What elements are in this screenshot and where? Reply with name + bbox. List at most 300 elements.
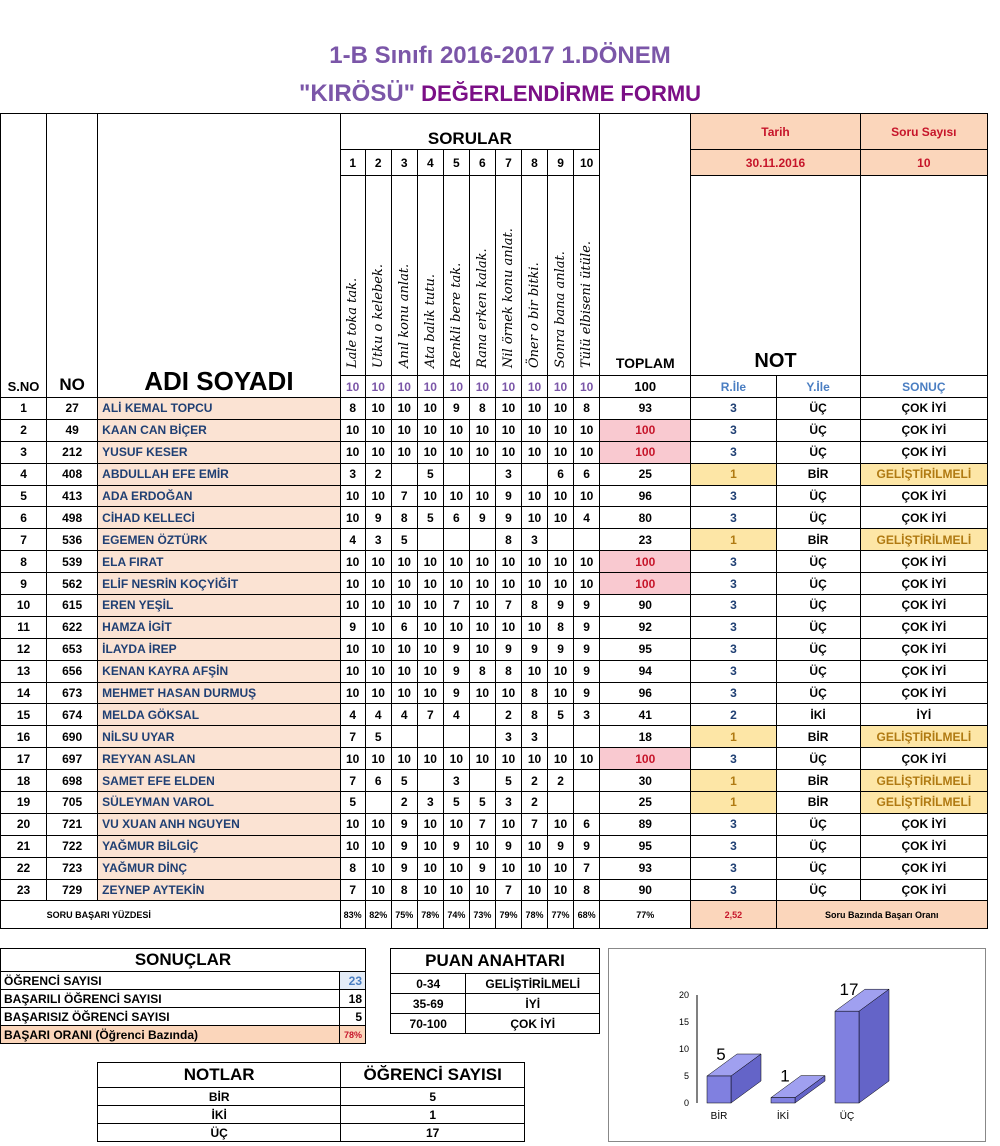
tarih-value: 30.11.2016 xyxy=(691,150,860,176)
y-tick-label: 10 xyxy=(678,1044,689,1054)
student-score: 10 xyxy=(391,748,417,770)
subtitle-rest: DEĞERLENDİRME FORMU xyxy=(415,81,702,106)
student-score: 9 xyxy=(365,507,391,529)
student-score: 9 xyxy=(574,660,600,682)
student-row xyxy=(1,879,988,901)
question-number: 6 xyxy=(469,150,495,176)
question-number: 5 xyxy=(443,150,469,176)
student-score: 10 xyxy=(574,485,600,507)
student-name: İLAYDA İREP xyxy=(98,638,340,660)
student-score: 8 xyxy=(469,660,495,682)
student-score: 5 xyxy=(443,792,469,814)
student-result: GELİŞTİRİLMELİ xyxy=(860,770,987,792)
student-score: 10 xyxy=(521,660,547,682)
student-row xyxy=(1,770,988,792)
student-total: 89 xyxy=(600,813,691,835)
sonuc-value: 23 xyxy=(340,972,366,990)
student-score: 10 xyxy=(365,616,391,638)
student-name: EGEMEN ÖZTÜRK xyxy=(98,529,340,551)
max-point: 10 xyxy=(548,376,574,398)
student-score: 9 xyxy=(574,835,600,857)
student-result: İYİ xyxy=(860,704,987,726)
student-score: 3 xyxy=(443,770,469,792)
student-score: 8 xyxy=(574,398,600,420)
student-score: 10 xyxy=(548,813,574,835)
student-no: 723 xyxy=(47,857,98,879)
grade-chart xyxy=(608,948,986,1142)
tarih-label: Tarih xyxy=(691,114,860,150)
question-success-pct: 82% xyxy=(365,901,391,929)
student-sno: 19 xyxy=(1,792,47,814)
student-y-grade: BİR xyxy=(776,792,860,814)
student-score: 10 xyxy=(548,398,574,420)
question-number: 2 xyxy=(365,150,391,176)
question-text: Ata balık tutu. xyxy=(422,274,438,368)
student-total: 18 xyxy=(600,726,691,748)
student-sno: 20 xyxy=(1,813,47,835)
student-y-grade: ÜÇ xyxy=(776,616,860,638)
max-point: 10 xyxy=(469,376,495,398)
student-score xyxy=(469,726,495,748)
student-score: 8 xyxy=(495,529,521,551)
student-score: 10 xyxy=(495,813,521,835)
student-y-grade: BİR xyxy=(776,770,860,792)
student-name: ALİ KEMAL TOPCU xyxy=(98,398,340,420)
student-score: 10 xyxy=(443,551,469,573)
student-y-grade: ÜÇ xyxy=(776,595,860,617)
question-number: 8 xyxy=(521,150,547,176)
student-score: 10 xyxy=(340,551,365,573)
student-score: 10 xyxy=(469,682,495,704)
y-ile-header: Y.İle xyxy=(776,376,860,398)
question-success-pct: 77% xyxy=(548,901,574,929)
student-row xyxy=(1,551,988,573)
question-text: Nil örnek konu anlat. xyxy=(500,228,516,368)
sonuc-header: SONUÇ xyxy=(860,376,987,398)
student-score xyxy=(548,792,574,814)
student-score: 5 xyxy=(417,507,443,529)
question-text: Öner o bir bitki. xyxy=(526,262,542,368)
student-name: YAĞMUR DİNÇ xyxy=(98,857,340,879)
max-point: 10 xyxy=(521,376,547,398)
student-score: 3 xyxy=(495,463,521,485)
student-name: NİLSU UYAR xyxy=(98,726,340,748)
student-score: 10 xyxy=(417,441,443,463)
student-row xyxy=(1,573,988,595)
question-success-pct: 73% xyxy=(469,901,495,929)
notlar-count: 17 xyxy=(341,1124,525,1142)
student-score: 10 xyxy=(365,485,391,507)
student-score: 8 xyxy=(340,398,365,420)
student-score: 10 xyxy=(365,638,391,660)
puan-anahtari-table xyxy=(390,948,600,1034)
student-score: 10 xyxy=(495,551,521,573)
student-total: 41 xyxy=(600,704,691,726)
student-total: 90 xyxy=(600,879,691,901)
question-number: 9 xyxy=(548,150,574,176)
puan-row xyxy=(391,1014,600,1034)
student-score: 10 xyxy=(574,419,600,441)
student-score: 10 xyxy=(469,441,495,463)
student-total: 95 xyxy=(600,638,691,660)
student-no: 615 xyxy=(47,595,98,617)
student-r-grade: 1 xyxy=(691,529,776,551)
student-score: 10 xyxy=(417,595,443,617)
student-r-grade: 3 xyxy=(691,441,776,463)
student-score: 2 xyxy=(391,792,417,814)
soru-sayisi-label: Soru Sayısı xyxy=(860,114,987,150)
sonuc-row xyxy=(1,990,366,1008)
student-score: 10 xyxy=(391,595,417,617)
student-y-grade: ÜÇ xyxy=(776,485,860,507)
student-sno: 9 xyxy=(1,573,47,595)
student-score: 10 xyxy=(417,398,443,420)
y-tick-label: 20 xyxy=(678,990,689,1000)
question-text-cell xyxy=(443,176,469,376)
y-tick-label: 0 xyxy=(683,1098,689,1108)
student-r-grade: 3 xyxy=(691,660,776,682)
student-score: 10 xyxy=(340,441,365,463)
student-r-grade: 3 xyxy=(691,616,776,638)
student-score: 10 xyxy=(417,638,443,660)
question-success-pct: 79% xyxy=(495,901,521,929)
student-score: 9 xyxy=(495,507,521,529)
question-text: Sonra bana anlat. xyxy=(553,251,569,368)
student-score: 9 xyxy=(443,835,469,857)
student-score: 10 xyxy=(340,835,365,857)
student-total: 100 xyxy=(600,573,691,595)
success-row xyxy=(1,901,988,929)
student-score: 10 xyxy=(365,595,391,617)
student-score: 9 xyxy=(391,835,417,857)
student-name: VU XUAN ANH NGUYEN xyxy=(98,813,340,835)
student-score: 10 xyxy=(469,573,495,595)
sonuc-row xyxy=(1,1008,366,1026)
notlar-col1: NOTLAR xyxy=(98,1063,341,1088)
max-point: 10 xyxy=(495,376,521,398)
student-result: GELİŞTİRİLMELİ xyxy=(860,792,987,814)
student-result: ÇOK İYİ xyxy=(860,813,987,835)
sonuc-row xyxy=(1,1026,366,1044)
student-score: 10 xyxy=(391,419,417,441)
average-grade: 2,52 xyxy=(691,901,776,929)
student-score: 8 xyxy=(391,507,417,529)
student-score: 10 xyxy=(417,682,443,704)
student-score: 10 xyxy=(469,485,495,507)
student-score: 10 xyxy=(391,441,417,463)
student-score: 10 xyxy=(417,835,443,857)
y-tick-label: 15 xyxy=(678,1017,689,1027)
student-score: 7 xyxy=(391,485,417,507)
question-text: Lale toka tak. xyxy=(345,277,361,368)
grade-chart-svg xyxy=(609,949,985,1141)
form-subtitle xyxy=(0,80,1000,108)
student-score: 10 xyxy=(548,441,574,463)
student-score: 3 xyxy=(574,704,600,726)
student-score: 9 xyxy=(495,485,521,507)
total-success-pct: 77% xyxy=(600,901,691,929)
student-name: ZEYNEP AYTEKİN xyxy=(98,879,340,901)
student-score: 8 xyxy=(548,616,574,638)
student-score: 10 xyxy=(417,813,443,835)
student-score xyxy=(443,726,469,748)
student-score: 10 xyxy=(365,398,391,420)
student-row xyxy=(1,682,988,704)
toplam-header: TOPLAM xyxy=(600,114,691,376)
student-y-grade: ÜÇ xyxy=(776,551,860,573)
student-score: 8 xyxy=(521,682,547,704)
question-text: Anıl konu anlat. xyxy=(396,263,412,368)
student-total: 25 xyxy=(600,463,691,485)
student-name: KENAN KAYRA AFŞİN xyxy=(98,660,340,682)
student-row xyxy=(1,398,988,420)
student-score: 3 xyxy=(417,792,443,814)
student-score: 10 xyxy=(391,398,417,420)
max-point: 10 xyxy=(365,376,391,398)
notlar-row xyxy=(98,1088,525,1106)
student-score: 10 xyxy=(340,595,365,617)
category-label: BİR xyxy=(710,1111,728,1122)
student-score: 10 xyxy=(391,682,417,704)
student-score xyxy=(417,770,443,792)
question-number: 7 xyxy=(495,150,521,176)
student-score: 10 xyxy=(469,638,495,660)
student-score xyxy=(443,463,469,485)
student-score: 9 xyxy=(495,835,521,857)
student-row xyxy=(1,726,988,748)
student-score: 10 xyxy=(417,879,443,901)
student-row xyxy=(1,616,988,638)
student-score: 10 xyxy=(521,616,547,638)
student-score: 5 xyxy=(365,726,391,748)
form-title: 1-B Sınıfı 2016-2017 1.DÖNEM xyxy=(329,42,671,69)
student-score xyxy=(469,529,495,551)
student-no: 721 xyxy=(47,813,98,835)
student-result: ÇOK İYİ xyxy=(860,748,987,770)
student-no: 697 xyxy=(47,748,98,770)
student-score: 4 xyxy=(391,704,417,726)
student-r-grade: 3 xyxy=(691,573,776,595)
student-score: 10 xyxy=(340,573,365,595)
student-result: ÇOK İYİ xyxy=(860,573,987,595)
student-score: 3 xyxy=(495,726,521,748)
sonuc-value: 5 xyxy=(340,1008,366,1026)
student-no: 705 xyxy=(47,792,98,814)
student-score: 10 xyxy=(340,813,365,835)
student-total: 94 xyxy=(600,660,691,682)
student-score: 10 xyxy=(548,660,574,682)
student-score: 10 xyxy=(574,441,600,463)
student-score: 10 xyxy=(340,419,365,441)
student-score xyxy=(469,704,495,726)
student-sno: 11 xyxy=(1,616,47,638)
student-score: 3 xyxy=(521,726,547,748)
student-score: 10 xyxy=(495,573,521,595)
student-score xyxy=(391,463,417,485)
max-point: 10 xyxy=(340,376,365,398)
bar xyxy=(771,1098,795,1103)
student-score: 6 xyxy=(391,616,417,638)
student-name: MELDA GÖKSAL xyxy=(98,704,340,726)
student-score: 9 xyxy=(443,682,469,704)
student-score xyxy=(574,529,600,551)
student-r-grade: 1 xyxy=(691,792,776,814)
student-y-grade: ÜÇ xyxy=(776,573,860,595)
student-score: 10 xyxy=(469,748,495,770)
student-result: ÇOK İYİ xyxy=(860,638,987,660)
student-total: 25 xyxy=(600,792,691,814)
student-name: ELA FIRAT xyxy=(98,551,340,573)
student-score: 7 xyxy=(417,704,443,726)
student-score: 10 xyxy=(391,573,417,595)
student-score: 10 xyxy=(495,441,521,463)
student-score: 4 xyxy=(365,704,391,726)
student-no: 622 xyxy=(47,616,98,638)
student-total: 92 xyxy=(600,616,691,638)
question-text-cell xyxy=(469,176,495,376)
student-score: 10 xyxy=(443,813,469,835)
student-result: GELİŞTİRİLMELİ xyxy=(860,529,987,551)
student-score: 10 xyxy=(443,573,469,595)
student-score: 7 xyxy=(340,726,365,748)
question-text-cell xyxy=(548,176,574,376)
student-score: 6 xyxy=(365,770,391,792)
student-score: 9 xyxy=(574,616,600,638)
question-text: Tülü elbiseni ütüle. xyxy=(579,240,595,368)
student-no: 408 xyxy=(47,463,98,485)
student-score: 9 xyxy=(469,507,495,529)
student-score: 7 xyxy=(340,879,365,901)
student-score: 9 xyxy=(521,638,547,660)
student-row xyxy=(1,857,988,879)
student-score: 10 xyxy=(521,573,547,595)
student-r-grade: 3 xyxy=(691,485,776,507)
student-score: 2 xyxy=(521,770,547,792)
max-total: 100 xyxy=(600,376,691,398)
student-no: 698 xyxy=(47,770,98,792)
student-total: 95 xyxy=(600,835,691,857)
sonuclar-title: SONUÇLAR xyxy=(1,949,366,972)
student-score: 9 xyxy=(574,682,600,704)
student-name: MEHMET HASAN DURMUŞ xyxy=(98,682,340,704)
student-score: 6 xyxy=(574,813,600,835)
student-r-grade: 3 xyxy=(691,835,776,857)
student-no: 673 xyxy=(47,682,98,704)
student-score: 8 xyxy=(574,879,600,901)
student-y-grade: BİR xyxy=(776,529,860,551)
student-score xyxy=(365,792,391,814)
student-no: 212 xyxy=(47,441,98,463)
student-name: ABDULLAH EFE EMİR xyxy=(98,463,340,485)
student-r-grade: 3 xyxy=(691,748,776,770)
student-score: 10 xyxy=(469,419,495,441)
student-y-grade: ÜÇ xyxy=(776,748,860,770)
student-row xyxy=(1,529,988,551)
puan-label: İYİ xyxy=(466,994,600,1014)
student-score: 10 xyxy=(548,573,574,595)
student-score: 10 xyxy=(340,748,365,770)
student-y-grade: İKİ xyxy=(776,704,860,726)
student-score: 8 xyxy=(469,398,495,420)
puan-range: 35-69 xyxy=(391,994,466,1014)
student-no: 656 xyxy=(47,660,98,682)
sonuc-row xyxy=(1,972,366,990)
student-row xyxy=(1,595,988,617)
student-score: 2 xyxy=(365,463,391,485)
puan-range: 0-34 xyxy=(391,974,466,994)
student-score: 10 xyxy=(365,551,391,573)
student-score: 10 xyxy=(417,616,443,638)
student-score: 10 xyxy=(548,419,574,441)
student-result: GELİŞTİRİLMELİ xyxy=(860,463,987,485)
student-score: 10 xyxy=(574,748,600,770)
student-score: 4 xyxy=(574,507,600,529)
student-sno: 4 xyxy=(1,463,47,485)
student-score: 9 xyxy=(574,638,600,660)
student-row xyxy=(1,704,988,726)
student-score: 10 xyxy=(365,813,391,835)
student-y-grade: ÜÇ xyxy=(776,682,860,704)
student-sno: 18 xyxy=(1,770,47,792)
student-sno: 8 xyxy=(1,551,47,573)
student-row xyxy=(1,835,988,857)
notlar-table xyxy=(97,1062,525,1142)
student-score: 10 xyxy=(443,857,469,879)
puan-range: 70-100 xyxy=(391,1014,466,1034)
student-r-grade: 3 xyxy=(691,551,776,573)
student-score: 10 xyxy=(521,835,547,857)
sonuc-value: 18 xyxy=(340,990,366,1008)
student-row xyxy=(1,660,988,682)
student-score: 10 xyxy=(391,638,417,660)
student-score xyxy=(548,529,574,551)
student-score: 7 xyxy=(443,595,469,617)
max-point: 10 xyxy=(443,376,469,398)
not-header: NOT xyxy=(691,176,860,376)
student-row xyxy=(1,813,988,835)
notlar-col2: ÖĞRENCİ SAYISI xyxy=(341,1063,525,1088)
category-label: ÜÇ xyxy=(839,1111,855,1122)
student-total: 90 xyxy=(600,595,691,617)
student-name: CİHAD KELLECİ xyxy=(98,507,340,529)
student-score: 10 xyxy=(391,660,417,682)
sonuc-label: ÖĞRENCİ SAYISI xyxy=(1,972,340,990)
student-r-grade: 3 xyxy=(691,682,776,704)
student-total: 80 xyxy=(600,507,691,529)
student-score: 7 xyxy=(469,813,495,835)
student-score xyxy=(391,726,417,748)
student-sno: 5 xyxy=(1,485,47,507)
student-r-grade: 3 xyxy=(691,879,776,901)
student-score: 10 xyxy=(469,879,495,901)
subtitle-quoted: "KIRÖSÜ" xyxy=(298,80,416,107)
question-text-cell xyxy=(574,176,600,376)
student-row xyxy=(1,485,988,507)
student-result: ÇOK İYİ xyxy=(860,682,987,704)
max-point: 10 xyxy=(391,376,417,398)
student-score: 8 xyxy=(391,879,417,901)
student-score: 10 xyxy=(443,419,469,441)
question-number: 1 xyxy=(340,150,365,176)
student-no: 674 xyxy=(47,704,98,726)
student-score: 10 xyxy=(365,573,391,595)
student-no: 536 xyxy=(47,529,98,551)
question-text: Renkli bere tak. xyxy=(448,262,464,368)
student-score: 9 xyxy=(495,638,521,660)
student-y-grade: ÜÇ xyxy=(776,398,860,420)
puan-title: PUAN ANAHTARI xyxy=(391,949,600,974)
student-y-grade: ÜÇ xyxy=(776,419,860,441)
